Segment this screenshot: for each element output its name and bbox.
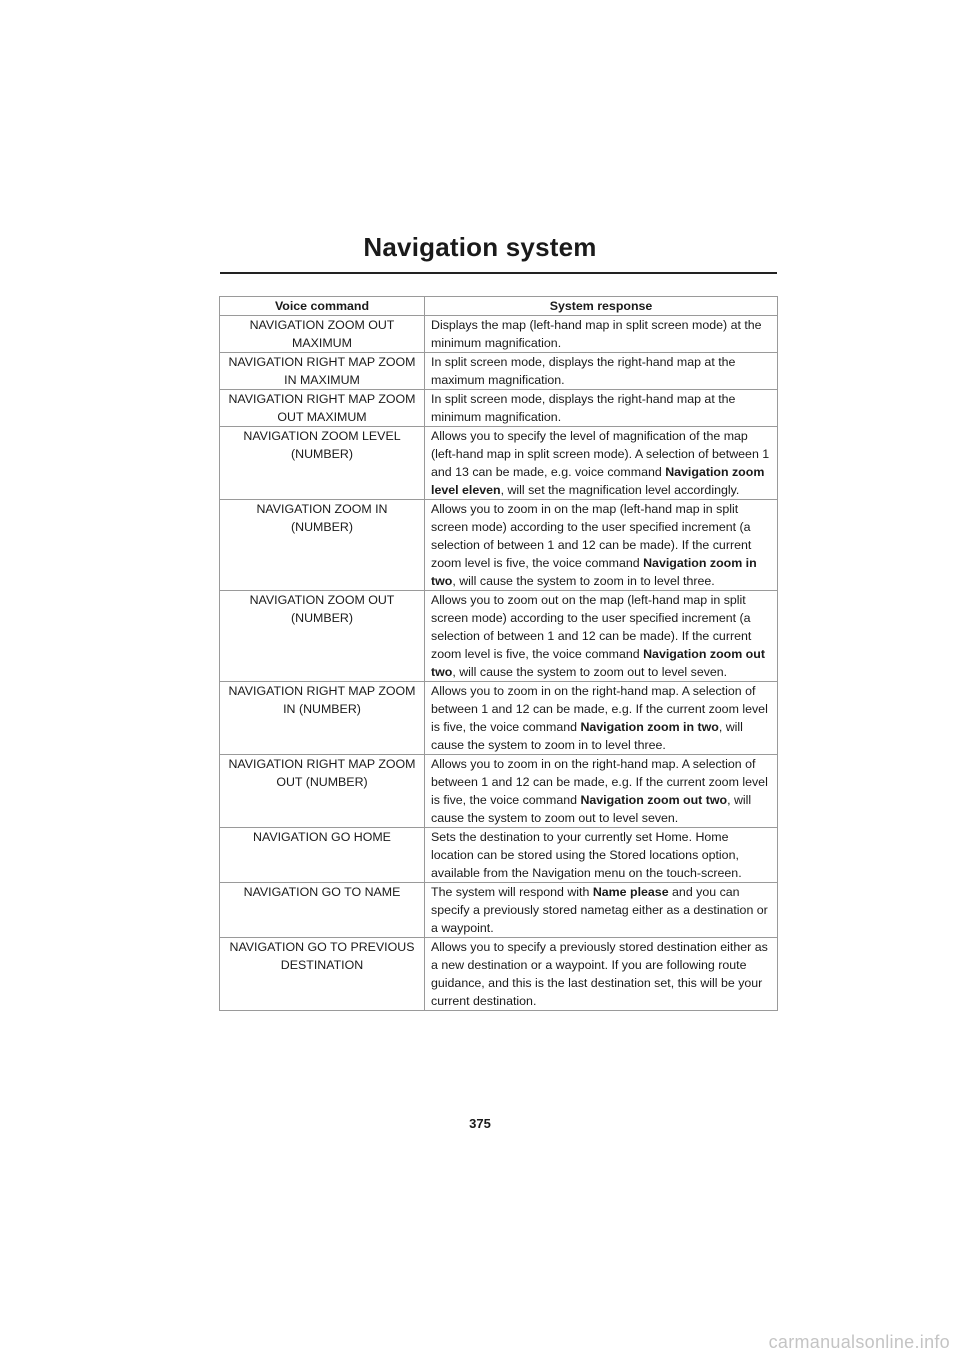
table-header-row <box>220 297 778 316</box>
voice-command-cell: NAVIGATION GO TO PREVIOUS DESTINATION <box>220 938 425 1011</box>
response-text: Displays the map (left-hand map in split screen mode) at the minimum magnification. <box>431 318 762 350</box>
system-response-cell <box>425 500 778 591</box>
voice-command-example: Navigation zoom out two <box>580 793 728 807</box>
system-response-cell <box>425 316 778 353</box>
voice-command-example: Name please <box>592 885 669 899</box>
response-text: Allows you to specify the level of magnification of the map (left-hand map in split screen mode). A selection of between 1 and 13 can be made, e.g. voice command <box>431 429 770 479</box>
system-response-cell <box>425 828 778 883</box>
response-text: In split screen mode, displays the right-hand map at the minimum magnification. <box>431 392 736 424</box>
table-row <box>220 682 778 755</box>
response-text: and you can specify a previously stored nametag either as a destination or a waypoint. <box>431 885 768 935</box>
table-body <box>220 316 778 1011</box>
column-header-system-response: System response <box>425 297 778 316</box>
response-text: Sets the destination to your currently set Home. Home location can be stored using the Stored locations option, available from the Navigation menu on the touch-screen. <box>431 830 742 880</box>
table-row <box>220 828 778 883</box>
table-row <box>220 591 778 682</box>
system-response-cell <box>425 353 778 390</box>
voice-command-cell: NAVIGATION ZOOM IN (NUMBER) <box>220 500 425 591</box>
voice-command-example: Navigation zoom out two <box>431 647 765 679</box>
table-row <box>220 500 778 591</box>
system-response-cell <box>425 427 778 500</box>
system-response-cell <box>425 591 778 682</box>
page-title: Navigation system <box>363 232 597 262</box>
voice-command-cell: NAVIGATION ZOOM OUT (NUMBER) <box>220 591 425 682</box>
voice-command-cell: NAVIGATION RIGHT MAP ZOOM OUT MAXIMUM <box>220 390 425 427</box>
response-text: , will cause the system to zoom out to level seven. <box>452 665 728 679</box>
voice-command-example: Navigation zoom in two <box>580 720 719 734</box>
response-text: Allows you to zoom in on the right-hand map. A selection of between 1 and 12 can be made, e.g. If the current zoom level is five, the voice command <box>431 757 768 807</box>
system-response-cell <box>425 390 778 427</box>
response-text: In split screen mode, displays the right-hand map at the maximum magnification. <box>431 355 736 387</box>
table-row <box>220 353 778 390</box>
system-response-cell <box>425 682 778 755</box>
column-header-voice-command: Voice command <box>220 297 425 316</box>
table-row <box>220 755 778 828</box>
voice-command-cell: NAVIGATION ZOOM LEVEL (NUMBER) <box>220 427 425 500</box>
response-text: Allows you to specify a previously stored destination either as a new destination or a waypoint. If you are following route guidance, and this is the last destination set, this will be your current destination. <box>431 940 768 1008</box>
voice-command-cell: NAVIGATION ZOOM OUT MAXIMUM <box>220 316 425 353</box>
table-row <box>220 316 778 353</box>
response-text: , will cause the system to zoom in to level three. <box>431 720 743 752</box>
voice-command-cell: NAVIGATION GO TO NAME <box>220 883 425 938</box>
response-text: Allows you to zoom in on the map (left-hand map in split screen mode) according to the user specified increment (a selection of between 1 and 12 can be made). If the current zoom level is five, the voice command <box>431 502 752 570</box>
system-response-cell <box>425 883 778 938</box>
watermark: carmanualsonline.info <box>768 1332 950 1352</box>
table-row <box>220 390 778 427</box>
title-divider <box>220 272 777 274</box>
voice-command-example: Navigation zoom level eleven <box>431 465 765 497</box>
voice-command-cell: NAVIGATION RIGHT MAP ZOOM IN MAXIMUM <box>220 353 425 390</box>
response-text: The system will respond with <box>431 885 593 899</box>
response-text: , will set the magnification level accordingly. <box>500 483 740 497</box>
response-text: Allows you to zoom in on the right-hand map. A selection of between 1 and 12 can be made, e.g. If the current zoom level is five, the voice command <box>431 684 768 734</box>
table-row <box>220 883 778 938</box>
system-response-cell <box>425 755 778 828</box>
table-row <box>220 427 778 500</box>
voice-command-cell: NAVIGATION RIGHT MAP ZOOM IN (NUMBER) <box>220 682 425 755</box>
response-text: , will cause the system to zoom in to level three. <box>452 574 715 588</box>
response-text: , will cause the system to zoom out to level seven. <box>431 793 752 825</box>
voice-command-cell: NAVIGATION RIGHT MAP ZOOM OUT (NUMBER) <box>220 755 425 828</box>
page-number: 375 <box>469 1116 491 1131</box>
response-text: Allows you to zoom out on the map (left-hand map in split screen mode) according to the user specified increment (a selection of between 1 and 12 can be made). If the current zoom level is five, the voice command <box>431 593 752 661</box>
voice-command-cell: NAVIGATION GO HOME <box>220 828 425 883</box>
voice-command-example: Navigation zoom in two <box>431 556 757 588</box>
system-response-cell <box>425 938 778 1011</box>
table-row <box>220 938 778 1011</box>
voice-command-table <box>219 296 778 1011</box>
